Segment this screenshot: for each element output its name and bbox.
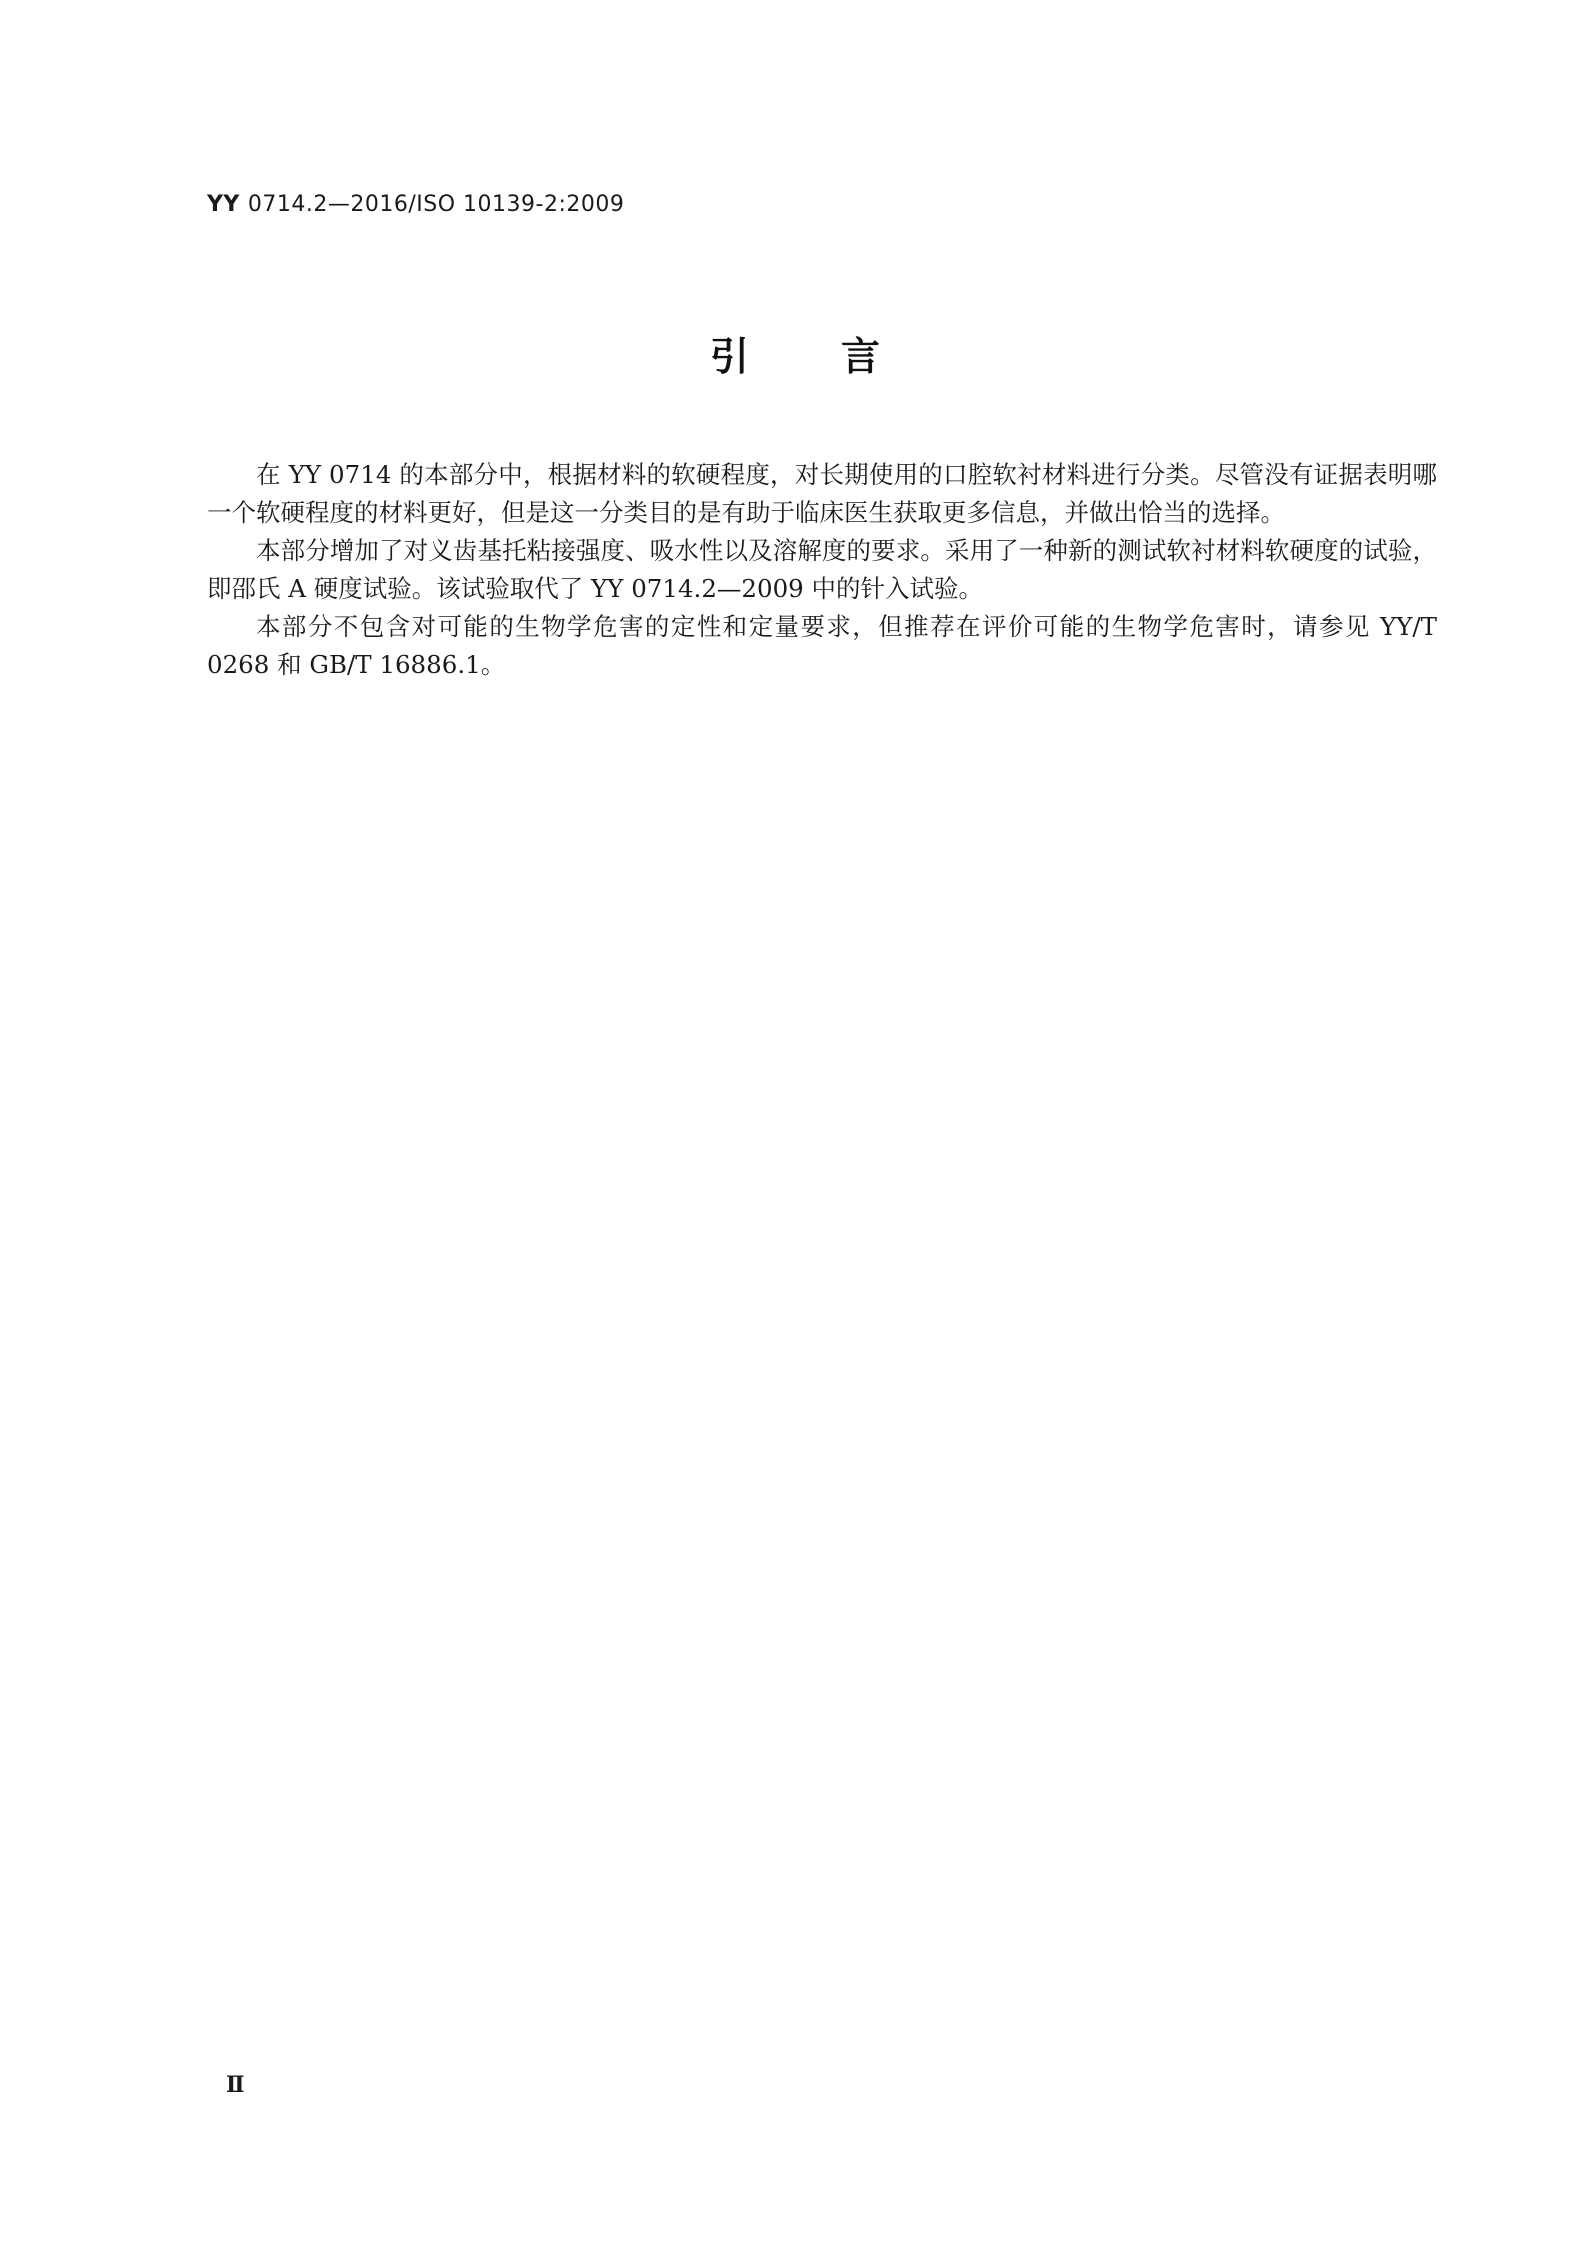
page-title: 引言 [709,335,972,380]
paragraph-biological-hazards: 本部分不包含对可能的生物学危害的定性和定量要求，但推荐在评价可能的生物学危害时，请参见 YY/T 0268 和 GB/T 16886.1。 [207,612,1437,679]
standard-header [207,192,624,217]
standard-prefix: YY [207,192,240,217]
paragraph-classification: 在 YY 0714 的本部分中，根据材料的软硬程度，对长期使用的口腔软衬材料进行分类。尽管没有证据表明哪一个软硬程度的材料更好，但是这一分类目的是有助于临床医生获取更多信息，并做出恰当的选择。 [207,460,1437,527]
paragraph-new-requirements: 本部分增加了对义齿基托粘接强度、吸水性以及溶解度的要求。采用了一种新的测试软衬材料软硬度的试验，即邵氏 A 硬度试验。该试验取代了 YY 0714.2—2009 中的针入试验。 [207,536,1437,603]
introduction-body [207,456,1437,684]
page-number: Ⅱ [226,2072,245,2098]
standard-number: 0714.2—2016/ISO 10139-2:2009 [247,192,625,217]
